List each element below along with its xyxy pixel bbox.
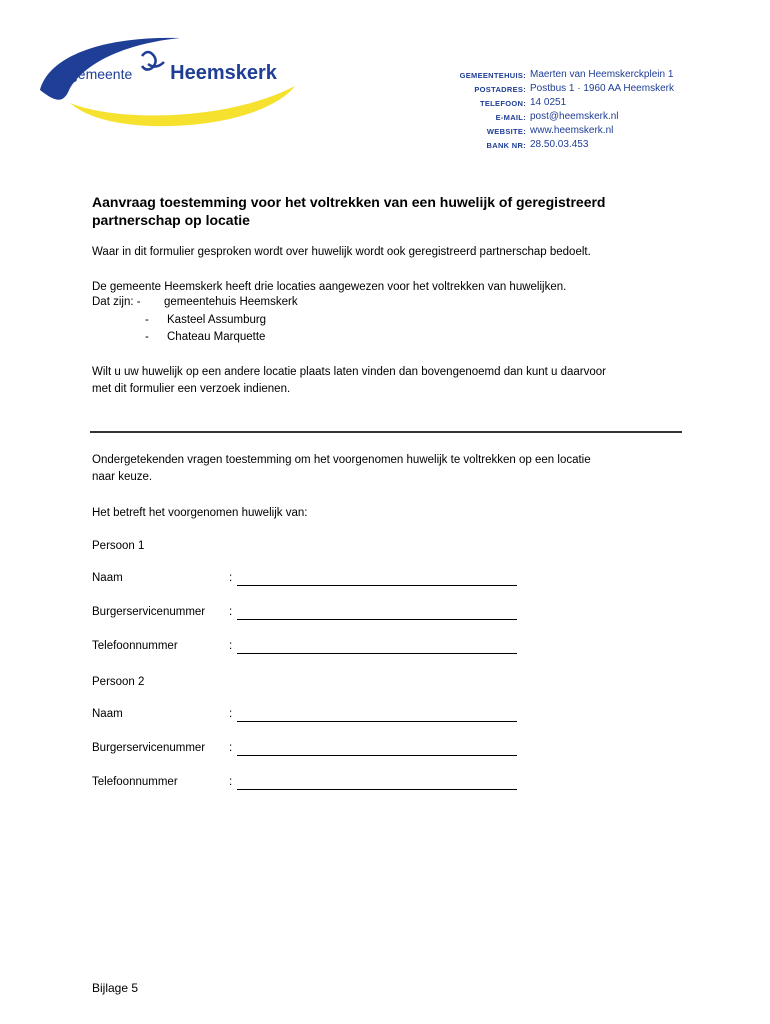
concerns-text: Het betreft het voorgenomen huwelijk van:	[92, 507, 308, 519]
paragraph-line: naar keuze.	[92, 471, 153, 483]
contact-key: GEMEENTEHUIS:	[459, 71, 526, 80]
contact-row	[458, 110, 674, 124]
contact-value: Postbus 1 · 1960 AA Heemskerk	[530, 83, 674, 94]
other-location-paragraph	[92, 364, 692, 398]
telefoon-input-line[interactable]	[237, 789, 517, 790]
contact-row	[458, 124, 674, 138]
contact-row	[458, 82, 674, 96]
telefoon-input-line[interactable]	[237, 653, 517, 654]
contact-row	[458, 138, 674, 152]
contact-row	[458, 68, 674, 82]
location-item: Kasteel Assumburg	[167, 314, 267, 326]
contact-key: E-MAIL:	[495, 113, 526, 122]
contact-key: POSTADRES:	[474, 85, 526, 94]
logo-prefix: gemeente	[70, 66, 133, 82]
paragraph-line: Ondergetekenden vragen toestemming om het voorgenomen huwelijk te voltrekken op een locatie	[92, 454, 591, 466]
field-label-naam: Naam	[92, 708, 123, 720]
title-line: Aanvraag toestemming voor het voltrekken van een huwelijk of geregistreerd	[92, 194, 606, 210]
locations-intro: De gemeente Heemskerk heeft drie locaties aangewezen voor het voltrekken van huwelijken.	[92, 281, 567, 293]
field-colon: :	[229, 606, 233, 618]
field-label-naam: Naam	[92, 572, 123, 584]
locations-label: Dat zijn: -	[92, 296, 141, 308]
location-item: gemeentehuis Heemskerk	[164, 296, 298, 308]
naam-input-line[interactable]	[237, 585, 517, 586]
list-dash: -	[145, 331, 149, 343]
field-label-telefoon: Telefoonnummer	[92, 640, 178, 652]
field-label-telefoon: Telefoonnummer	[92, 776, 178, 788]
contact-value: Maerten van Heemskerckplein 1	[530, 69, 674, 80]
contact-key: TELEFOON:	[479, 99, 526, 108]
logo-name: Heemskerk	[170, 62, 277, 84]
paragraph-line: met dit formulier een verzoek indienen.	[92, 383, 291, 395]
appendix-label: Bijlage 5	[92, 981, 139, 995]
person-heading: Persoon 1	[92, 540, 145, 552]
location-item: Chateau Marquette	[167, 331, 266, 343]
naam-input-line[interactable]	[237, 721, 517, 722]
contact-row	[458, 96, 674, 110]
logo-wordmark	[70, 62, 277, 85]
paragraph-line: Wilt u uw huwelijk op een andere locatie plaats laten vinden dan bovengenoemd dan kunt u daarvoor	[92, 366, 607, 378]
list-dash: -	[145, 314, 149, 326]
bsn-input-line[interactable]	[237, 619, 517, 620]
contact-block	[458, 68, 674, 152]
field-colon: :	[229, 708, 233, 720]
field-colon: :	[229, 572, 233, 584]
bsn-input-line[interactable]	[237, 755, 517, 756]
field-label-bsn: Burgerservicenummer	[92, 606, 206, 618]
email-link[interactable]: post@heemskerk.nl	[530, 111, 619, 122]
person-heading: Persoon 2	[92, 676, 145, 688]
request-paragraph	[92, 452, 692, 486]
title-line: partnerschap op locatie	[92, 212, 250, 228]
field-label-bsn: Burgerservicenummer	[92, 742, 206, 754]
intro-paragraph: Waar in dit formulier gesproken wordt over huwelijk wordt ook geregistreerd partnerschap bedoelt.	[92, 246, 591, 258]
field-colon: :	[229, 742, 233, 754]
contact-key: WEBSITE:	[486, 127, 526, 136]
section-divider	[90, 431, 682, 433]
contact-key: BANK NR:	[486, 141, 526, 150]
document-title	[92, 193, 692, 229]
contact-value: 14 0251	[530, 97, 567, 108]
contact-value: 28.50.03.453	[530, 139, 589, 150]
field-colon: :	[229, 776, 233, 788]
field-colon: :	[229, 640, 233, 652]
website-link[interactable]: www.heemskerk.nl	[530, 125, 614, 136]
